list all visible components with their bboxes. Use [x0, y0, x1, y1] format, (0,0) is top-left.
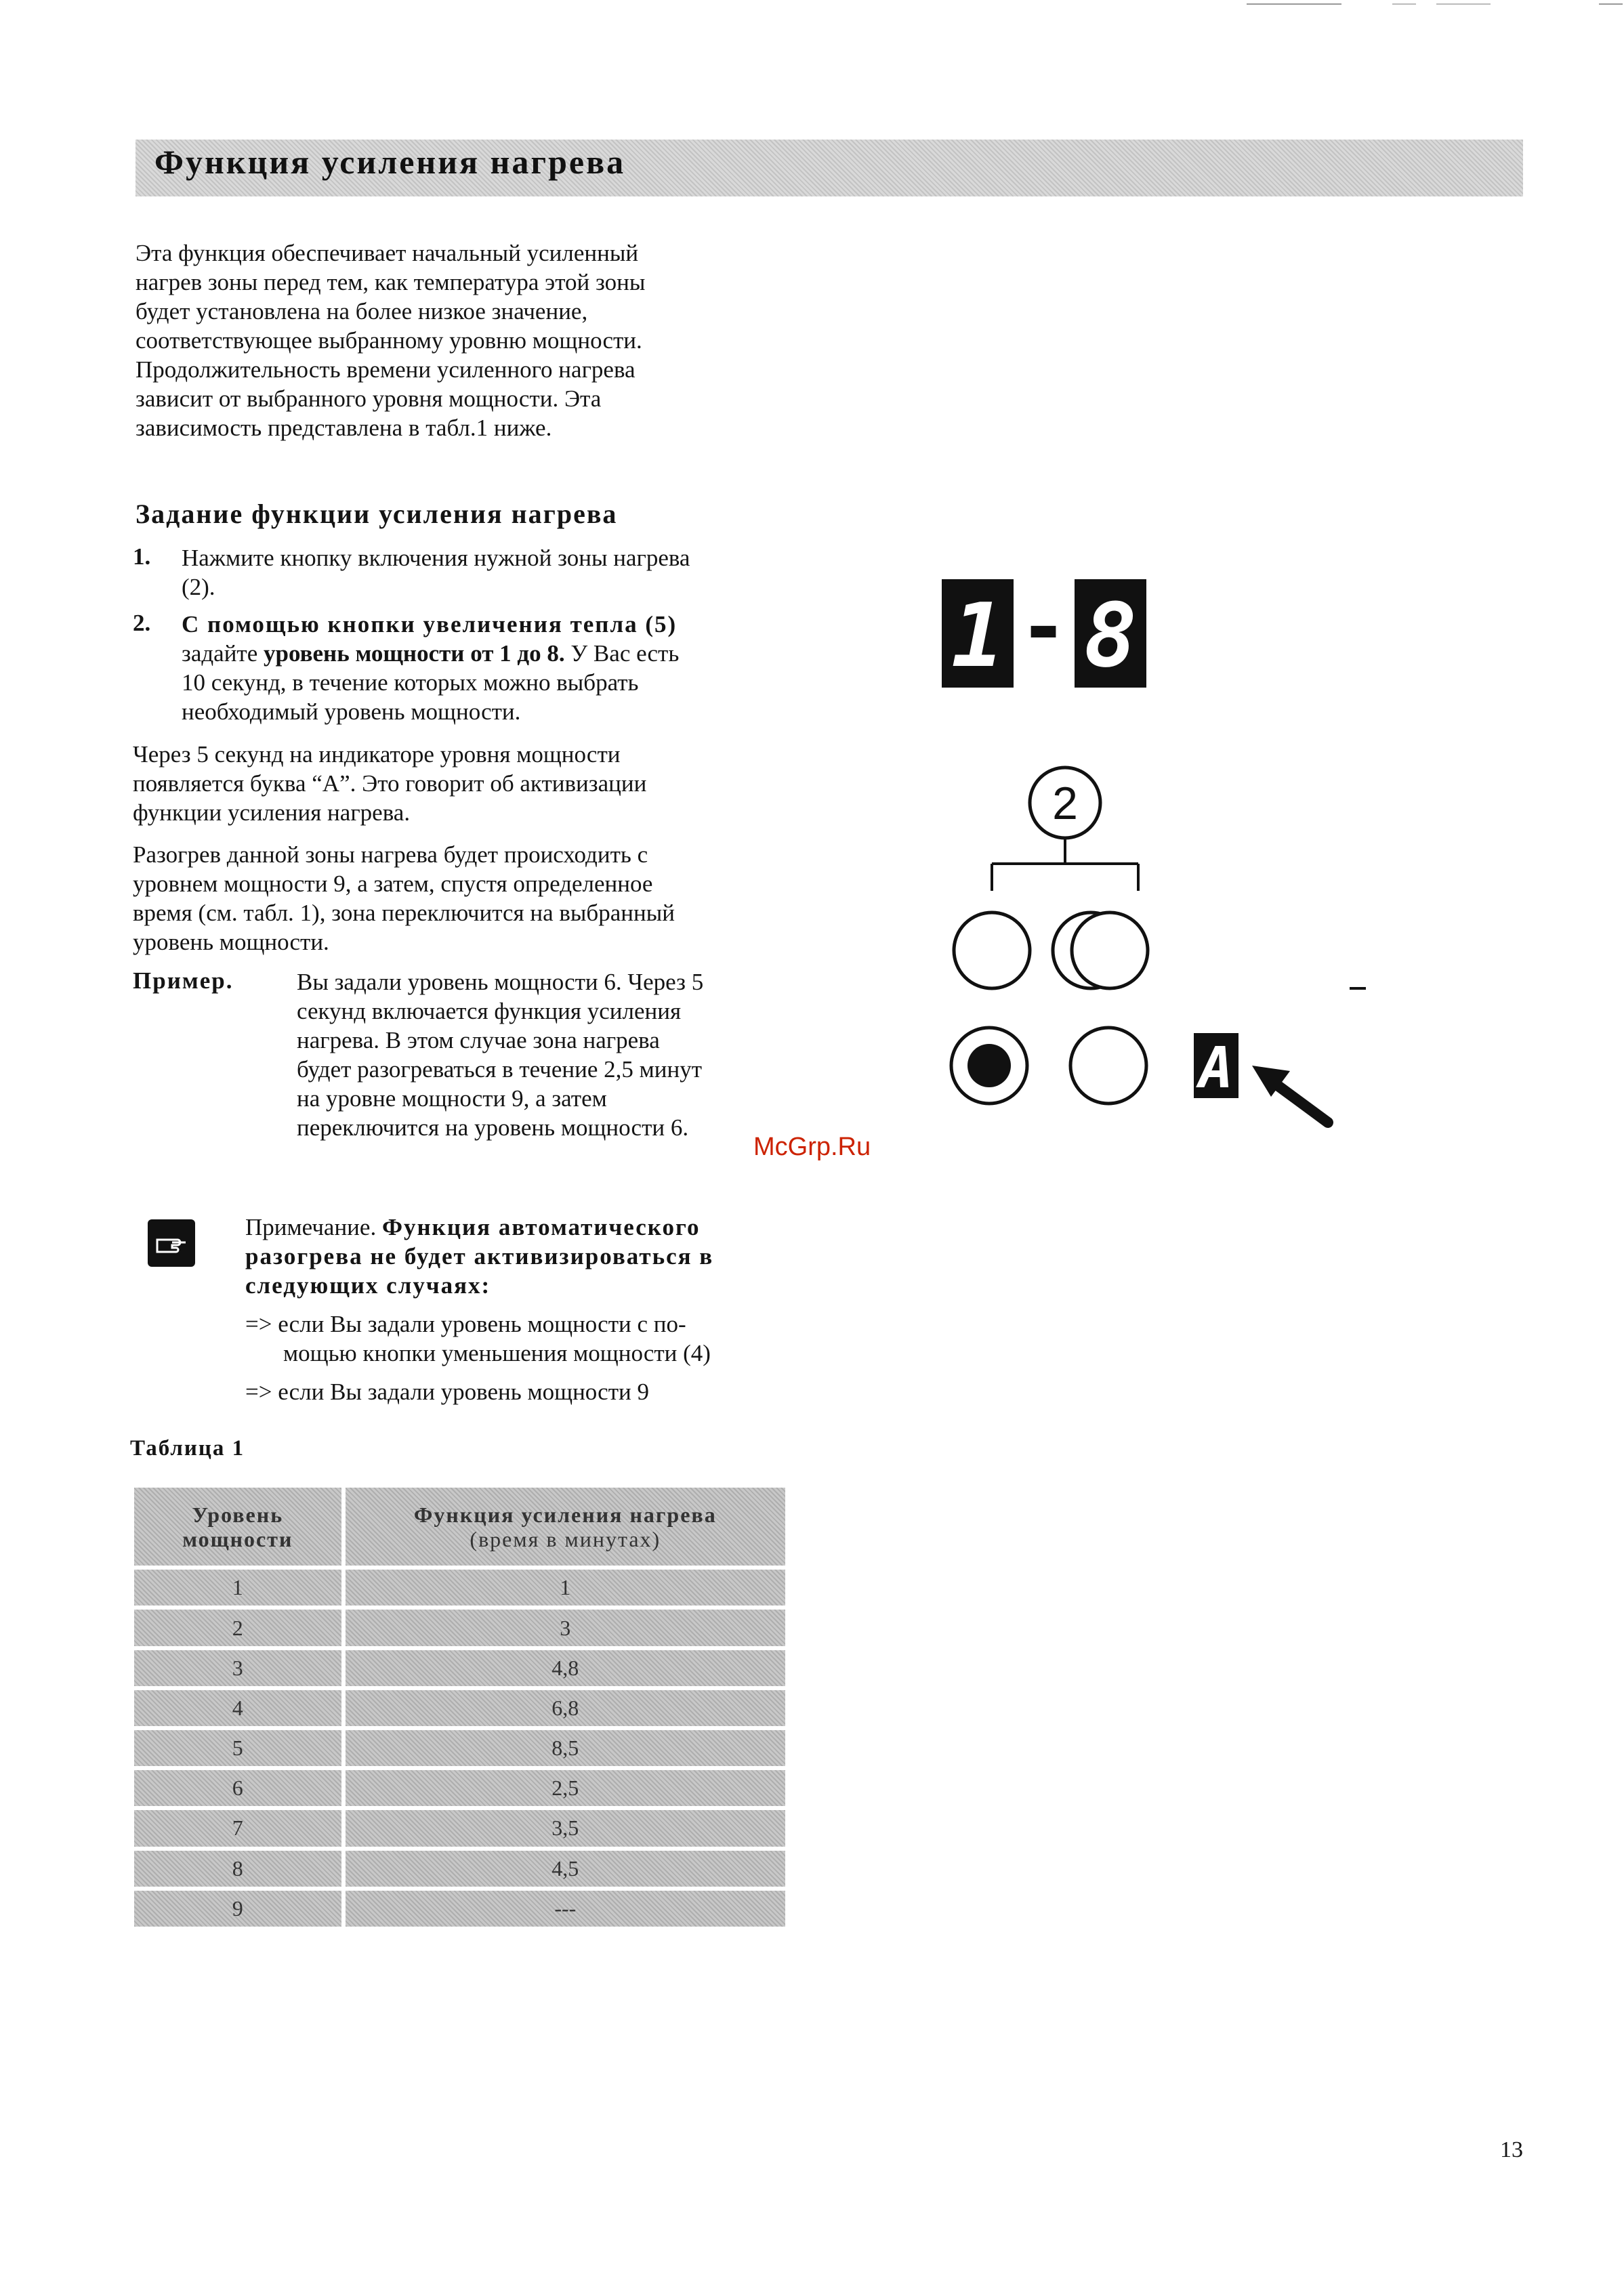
example-line: на уровне мощности 9, а затем [297, 1085, 607, 1112]
watermark-link[interactable]: McGrp.Ru [753, 1133, 871, 1161]
cell-level: 1 [134, 1570, 341, 1606]
example-line: нагрева. В этом случае зона нагрева [297, 1027, 660, 1053]
step-line: С помощью кнопки увеличения тепла (5) [182, 611, 678, 637]
paragraph-letter-a [133, 740, 795, 827]
example-line: переключится на уровень мощности 6. [297, 1114, 689, 1141]
step-text: задайте [182, 640, 264, 667]
cell-level: 4 [134, 1690, 341, 1726]
zone-right-inner-circle [1072, 912, 1148, 988]
intro-line: зависит от выбранного уровня мощности. Эта [136, 385, 602, 412]
cell-level: 8 [134, 1851, 341, 1887]
cell-time: 4,8 [346, 1650, 785, 1686]
pointer-arrow-shaft [1276, 1085, 1328, 1122]
para-line: уровнем мощности 9, а затем, спустя определенное [133, 870, 653, 897]
cell-level: 6 [134, 1770, 341, 1806]
step-line: Нажмите кнопку включения нужной зоны нагрева [182, 545, 690, 571]
header-line: Уровень [192, 1502, 284, 1527]
para-line: Разогрев данной зоны нагрева будет происходить с [133, 841, 648, 868]
table-row [134, 1570, 785, 1606]
para-line: уровень мощности. [133, 929, 329, 955]
header-line: (время в минутах) [470, 1526, 661, 1551]
indicator-letter: A [1199, 1034, 1234, 1101]
paragraph-heating [133, 840, 795, 957]
display-dash: - [1026, 581, 1060, 675]
intro-line: соответствующее выбранному уровню мощности. [136, 327, 642, 354]
cell-time: 8,5 [346, 1730, 785, 1766]
zone-left-circle [954, 912, 1030, 988]
column-header-level [134, 1488, 341, 1566]
step-1-number: 1. [133, 543, 151, 570]
cell-time: 1 [346, 1570, 785, 1606]
note-bullet: мощью кнопки уменьшения мощности (4) [283, 1340, 711, 1366]
note-line: следующих случаях: [245, 1272, 491, 1299]
zone-number-label: 2 [1052, 778, 1078, 829]
step-bold-text: уровень мощности от 1 до 8. [264, 640, 565, 667]
cell-time: 2,5 [346, 1770, 785, 1806]
note-line [245, 1213, 795, 1242]
note-text [245, 1213, 795, 1406]
cell-level: 9 [134, 1891, 341, 1927]
step-line: необходимый уровень мощности. [182, 698, 521, 725]
cell-level: 5 [134, 1730, 341, 1766]
para-line: Через 5 секунд на индикаторе уровня мощности [133, 741, 621, 768]
intro-paragraph [136, 238, 797, 442]
scan-marks [1247, 1, 1624, 8]
header-line: Функция усиления нагрева [413, 1502, 717, 1527]
cell-level: 7 [134, 1810, 341, 1846]
example-line: будет разогреваться в течение 2,5 минут [297, 1056, 703, 1083]
page-number: 13 [1500, 2137, 1523, 2162]
cell-level: 3 [134, 1650, 341, 1686]
step-line: (2). [182, 574, 215, 600]
cell-level: 2 [134, 1610, 341, 1645]
table-caption: Таблица 1 [130, 1436, 245, 1461]
para-line: функции усиления нагрева. [133, 799, 411, 826]
table-header-row [134, 1488, 785, 1566]
column-header-boost [346, 1488, 785, 1566]
example-line: Вы задали уровень мощности 6. Через 5 [297, 969, 704, 995]
para-line: появляется буква “А”. Это говорит об активизации [133, 770, 647, 797]
intro-line: будет установлена на более низкое значение, [136, 298, 588, 324]
note-bold: Функция автоматического [381, 1214, 701, 1240]
display-digit-left: 1 [951, 584, 1005, 687]
intro-line: нагрев зоны перед тем, как температура этой зоны [136, 269, 646, 295]
step-text: У Вас есть [564, 640, 680, 667]
page-title: Функция усиления нагрева [154, 143, 626, 181]
para-line: время (см. табл. 1), зона переключится на выбранный [133, 900, 675, 926]
note-bullet: => если Вы задали уровень мощности 9 [245, 1379, 649, 1405]
step-line: 10 секунд, в течение которых можно выбрать [182, 669, 639, 696]
table-row [134, 1650, 785, 1686]
intro-line: Эта функция обеспечивает начальный усиленный [136, 240, 639, 266]
zone-control-diagram [949, 762, 1382, 1141]
display-digit-right: 8 [1083, 584, 1138, 687]
example-text [297, 967, 795, 1142]
cell-time: 3 [346, 1610, 785, 1645]
table-row [134, 1891, 785, 1927]
example-line: секунд включается функция усиления [297, 998, 682, 1024]
table-row [134, 1690, 785, 1726]
step-2-number: 2. [133, 610, 151, 636]
cell-time: 6,8 [346, 1690, 785, 1726]
note-prefix: Примечание. [245, 1214, 382, 1240]
zone-button-active-dot [967, 1044, 1011, 1087]
intro-line: зависимость представлена в табл.1 ниже. [136, 415, 552, 441]
zone-button-idle [1070, 1028, 1146, 1104]
table-row [134, 1730, 785, 1766]
table-row [134, 1810, 785, 1846]
cell-time: 3,5 [346, 1810, 785, 1846]
table-row [134, 1770, 785, 1806]
example-label: Пример. [133, 967, 234, 994]
note-line: разогрева не будет активизироваться в [245, 1243, 714, 1270]
step-2-text [182, 610, 795, 726]
intro-line: Продолжительность времени усиленного нагрева [136, 356, 636, 383]
table-row [134, 1851, 785, 1887]
section-subheading: Задание функции усиления нагрева [136, 499, 618, 529]
cell-time: 4,5 [346, 1851, 785, 1887]
note-hand-icon [148, 1219, 195, 1267]
power-level-display [942, 579, 1165, 688]
header-line: мощности [182, 1526, 293, 1551]
step-1-text [182, 543, 795, 602]
cell-time: --- [346, 1891, 785, 1927]
step-line [182, 639, 795, 668]
note-bullet: => если Вы задали уровень мощности с по- [245, 1311, 686, 1337]
boost-table [130, 1484, 789, 1931]
table-row [134, 1610, 785, 1645]
